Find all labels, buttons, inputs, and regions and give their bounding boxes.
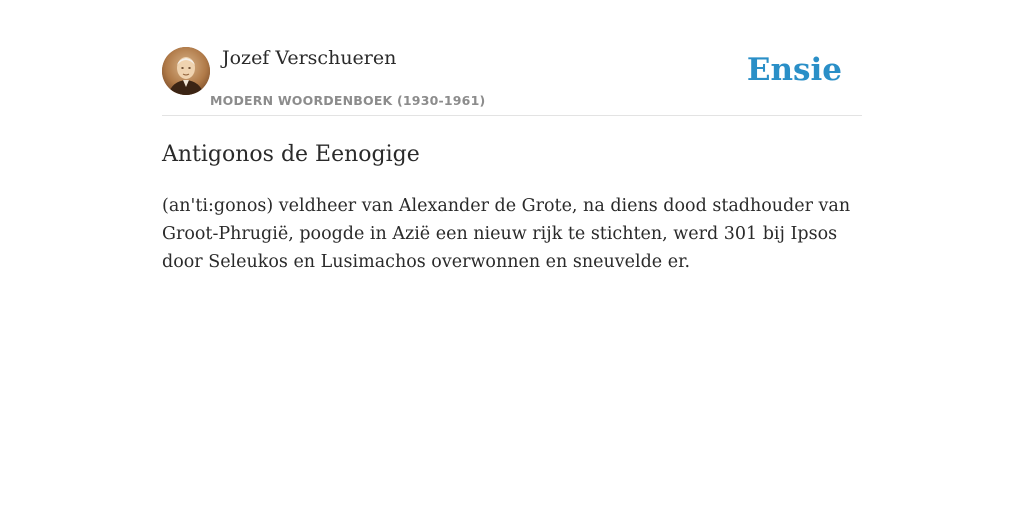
entry-header (162, 46, 862, 116)
source-label[interactable]: MODERN WOORDENBOEK (1930-1961) (210, 93, 486, 108)
author-name[interactable]: Jozef Verschueren (222, 47, 397, 69)
entry-definition: (an'ti:gonos) veldheer van Alexander de Grote, na diens dood stadhouder van Groot-Phrugië, poogde in Azië een nieuw rijk te stichten, werd 301 bij Ipsos door Seleukos en Lusimachos overwonnen en sneuvelde er. (162, 196, 851, 272)
ensie-logo[interactable]: Ensie (746, 52, 842, 88)
author-portrait-icon (162, 47, 210, 95)
author-avatar[interactable] (162, 47, 210, 95)
entry-title: Antigonos de Eenogige (162, 142, 420, 167)
